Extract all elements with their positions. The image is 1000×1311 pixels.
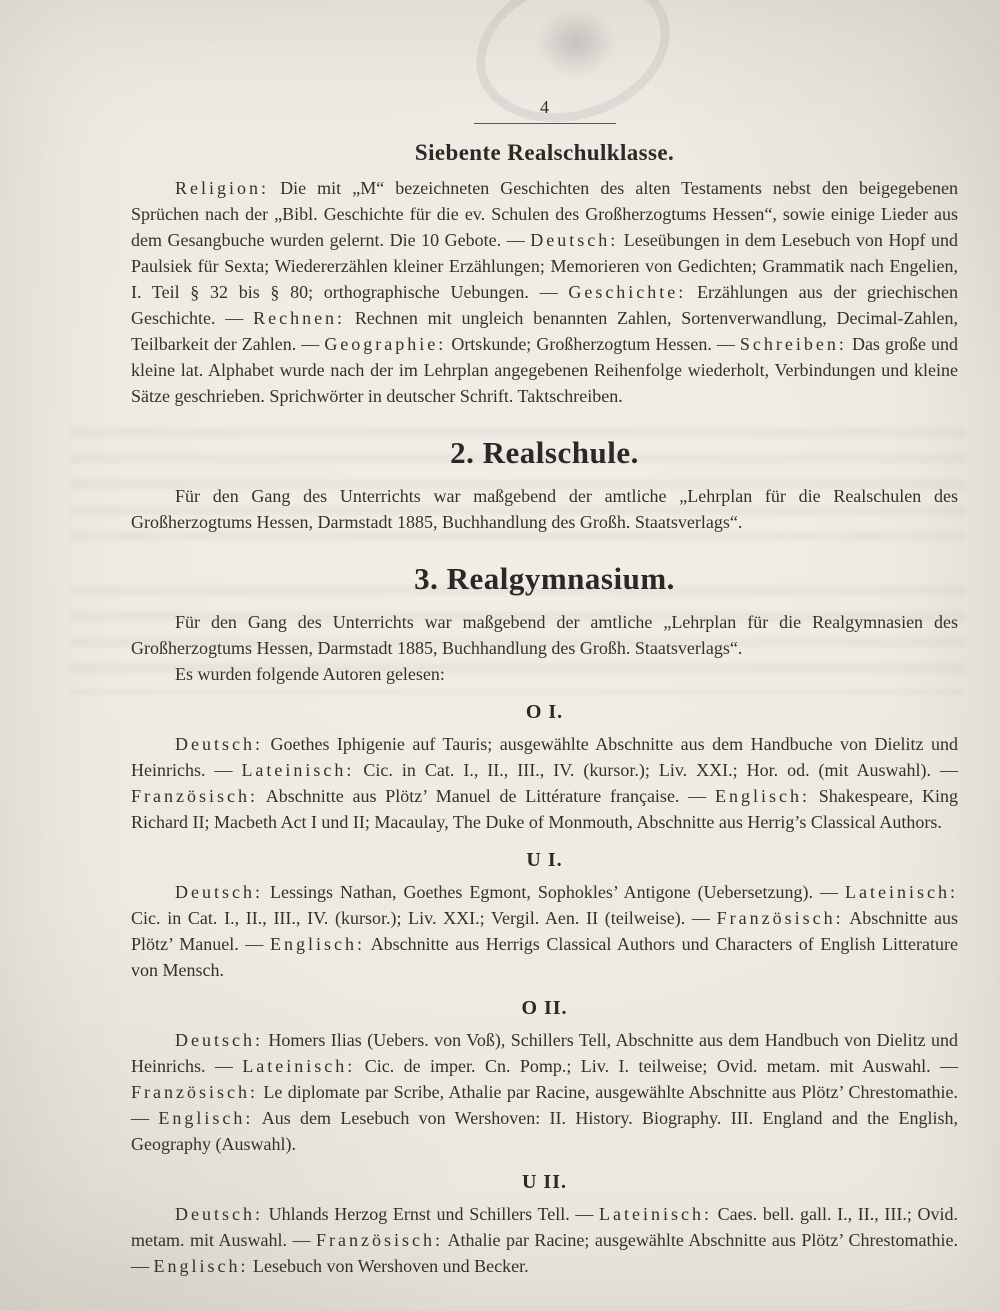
subject-label-englisch: Englisch: bbox=[269, 934, 365, 954]
text-run: Es wurden folgende Autoren gelesen: bbox=[175, 664, 445, 684]
text-run: Goethes Iphigenie auf Tauris; ausgewählte Abschnitte aus dem Handbuche von Dielitz und Heinrichs. — bbox=[131, 734, 958, 780]
page-header bbox=[131, 0, 958, 124]
paragraph-realschulklasse bbox=[131, 175, 958, 409]
paragraph-uii bbox=[131, 1201, 958, 1279]
text-run: Lessings Nathan, Goethes Egmont, Sophokles’ Antigone (Uebersetzung). — bbox=[262, 882, 846, 902]
subject-label-franzoesisch: Französisch: bbox=[716, 908, 844, 928]
text-block bbox=[131, 0, 958, 1279]
section-heading-siebente-realschulklasse: Siebente Realschulklasse. bbox=[414, 140, 675, 165]
text-run: Das große und kleine lat. Alphabet wurde nach der im Lehrplan angegebenen Reihenfolge wiederholt, Verbindungen und kleine Sätze geschrieben. Sprichwörter in deutscher Schrift. Taktschreiben. bbox=[131, 334, 958, 406]
text-run: Cic. in Cat. I., II., III., IV. (kursor.); Liv. XXI.; Hor. od. (mit Auswahl). — bbox=[354, 760, 958, 780]
subject-label-lateinisch: Lateinisch: bbox=[241, 760, 355, 780]
subject-label-englisch: Englisch: bbox=[714, 786, 810, 806]
text-run: Cic. de imper. Cn. Pomp.; Liv. I. teilweise; Ovid. metam. mit Auswahl. — bbox=[355, 1056, 958, 1076]
text-run: Rechnen mit ungleich benannten Zahlen, Sortenverwandlung, Decimal-Zahlen, Teilbarkeit der Zahlen. — bbox=[131, 308, 958, 354]
text-run: Aus dem Lesebuch von Wershoven: II. History. Biography. III. England and the English, Geography (Auswahl). bbox=[131, 1108, 958, 1154]
paragraph-realschule bbox=[131, 483, 958, 535]
paragraph-oi bbox=[131, 731, 958, 835]
subject-label-religion: Religion: bbox=[175, 178, 269, 198]
text-run: Shakespeare, King Richard II; Macbeth Act I und II; Macaulay, The Duke of Monmouth, Abschnitte aus Herrig’s Classical Authors. bbox=[131, 786, 958, 832]
page-number: 4 bbox=[540, 97, 549, 117]
paragraph-realgymnasium-intro bbox=[131, 609, 958, 661]
text-run: Lesebuch von Wershoven und Becker. bbox=[248, 1256, 529, 1276]
text-run: Abschnitte aus Plötz’ Manuel. — bbox=[131, 908, 958, 954]
text-run: Cic. in Cat. I., II., III., IV. (kursor.); Liv. XXI.; Vergil. Aen. II (teilweise). — bbox=[131, 908, 717, 928]
paragraph-oii bbox=[131, 1027, 958, 1157]
class-heading-oi: O I. bbox=[525, 701, 564, 723]
subject-label-franzoesisch: Französisch: bbox=[131, 1082, 258, 1102]
text-run: Le diplomate par Scribe, Athalie par Racine, ausgewählte Abschnitte aus Plötz’ Chrestomathie. — bbox=[131, 1082, 958, 1128]
paragraph-autoren-gelesen bbox=[131, 661, 958, 687]
class-heading-uii: U II. bbox=[521, 1171, 567, 1193]
subject-label-englisch: Englisch: bbox=[153, 1256, 249, 1276]
paragraph-ui bbox=[131, 879, 958, 983]
subject-label-franzoesisch: Französisch: bbox=[131, 786, 258, 806]
subject-label-deutsch: Deutsch: bbox=[175, 1204, 263, 1224]
page-number-rule bbox=[474, 123, 616, 124]
text-run: Homers Ilias (Uebers. von Voß), Schillers Tell, Abschnitte aus dem Handbuch von Dielitz und Heinrichs. — bbox=[131, 1030, 958, 1076]
subject-label-schreiben: Schreiben: bbox=[739, 334, 847, 354]
class-heading-oii: O II. bbox=[521, 997, 568, 1019]
text-run: Für den Gang des Unterrichts war maßgebend der amtliche „Lehrplan für die Realgymnasien des Großherzogtums Hessen, Darmstadt 1885, Buchhandlung des Großh. Staatsverlags“. bbox=[131, 612, 958, 658]
text-run: Ortskunde; Großherzogtum Hessen. — bbox=[446, 334, 740, 354]
subject-label-rechnen: Rechnen: bbox=[253, 308, 346, 328]
text-run: Abschnitte aus Herrigs Classical Authors und Characters of English Litterature von Mensch. bbox=[131, 934, 958, 980]
subject-label-lateinisch: Lateinisch: bbox=[599, 1204, 713, 1224]
text-run: Die mit „M“ bezeichneten Geschichten des alten Testaments nebst den beigegebenen Sprüchen nach der „Bibl. Geschichte für die ev. Schulen des Großherzogtums Hessen“, sowie einige Lieder aus dem Gesangbuche wurden gelernt. Die 10 Gebote. — bbox=[131, 178, 958, 250]
subject-label-geschichte: Geschichte: bbox=[568, 282, 687, 302]
subject-label-englisch: Englisch: bbox=[158, 1108, 254, 1128]
text-run: Caes. bell. gall. I., II., III.; Ovid. metam. mit Auswahl. — bbox=[131, 1204, 959, 1250]
subject-label-deutsch: Deutsch: bbox=[175, 882, 263, 902]
text-run: Athalie par Racine; ausgewählte Abschnitte aus Plötz’ Chrestomathie. — bbox=[131, 1230, 958, 1276]
text-run: Abschnitte aus Plötz’ Manuel de Littérature française. — bbox=[257, 786, 715, 806]
subject-label-deutsch: Deutsch: bbox=[175, 1030, 263, 1050]
subject-label-deutsch: Deutsch: bbox=[530, 230, 619, 250]
subject-label-lateinisch: Lateinisch: bbox=[242, 1056, 356, 1076]
subject-label-deutsch: Deutsch: bbox=[175, 734, 263, 754]
subject-label-lateinisch: Lateinisch: bbox=[845, 882, 958, 902]
section-heading-realschule: 2. Realschule. bbox=[450, 435, 639, 470]
subject-label-geographie: Geographie: bbox=[324, 334, 447, 354]
text-run: Leseübungen in dem Lesebuch von Hopf und Paulsiek für Sexta; Wiedererzählen kleiner Erzählungen; Memorieren von Gedichten; Grammatik nach Engelien, I. Teil § 32 bis § 80; orthographische Uebungen. — bbox=[131, 230, 958, 302]
text-run: Uhlands Herzog Ernst und Schillers Tell. — bbox=[262, 1204, 600, 1224]
text-run: Für den Gang des Unterrichts war maßgebend der amtliche „Lehrplan für die Realschulen des Großherzogtums Hessen, Darmstadt 1885, Buchhandlung des Großh. Staatsverlags“. bbox=[131, 486, 958, 532]
subject-label-franzoesisch: Französisch: bbox=[315, 1230, 443, 1250]
class-heading-ui: U I. bbox=[526, 849, 563, 871]
text-run: Erzählungen aus der griechischen Geschichte. — bbox=[131, 282, 958, 328]
section-heading-realgymnasium: 3. Realgymnasium. bbox=[414, 561, 675, 596]
